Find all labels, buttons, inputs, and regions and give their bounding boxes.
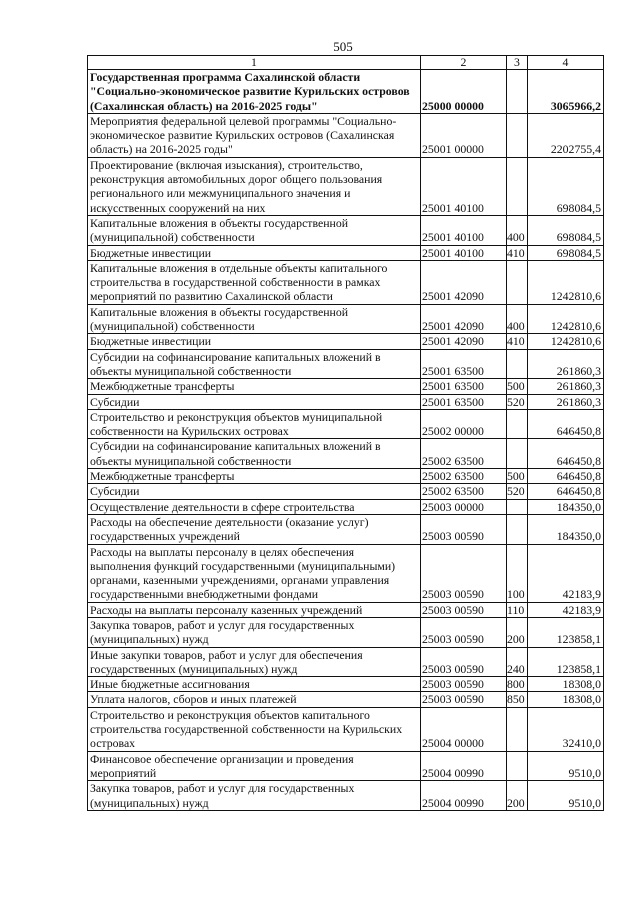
- row-expense-kind: 500: [507, 469, 528, 484]
- header-col-1: 1: [88, 56, 421, 70]
- row-name: Иные закупки товаров, работ и услуг для обеспечения государственных (муниципальных) нужд: [88, 647, 421, 677]
- row-code: 25003 00000: [421, 499, 507, 514]
- row-code: 25003 00590: [421, 602, 507, 617]
- row-name: Строительство и реконструкция объектов капитального строительства государственной собственности на Курильских островах: [88, 707, 421, 751]
- table-row: [88, 409, 604, 439]
- table-row: [88, 394, 604, 409]
- budget-table: [87, 55, 604, 811]
- row-amount: 1242810,6: [528, 334, 604, 349]
- row-expense-kind: [507, 751, 528, 781]
- row-amount: 261860,3: [528, 379, 604, 394]
- row-amount: 646450,8: [528, 469, 604, 484]
- row-amount: 123858,1: [528, 647, 604, 677]
- row-expense-kind: [507, 157, 528, 215]
- row-amount: 184350,0: [528, 514, 604, 544]
- row-code: 25003 00590: [421, 677, 507, 692]
- row-name: Субсидии: [88, 484, 421, 499]
- table-row: [88, 260, 604, 304]
- row-code: 25004 00990: [421, 781, 507, 811]
- row-code: 25001 42090: [421, 334, 507, 349]
- row-expense-kind: 240: [507, 647, 528, 677]
- row-code: 25004 00000: [421, 707, 507, 751]
- row-name: Закупка товаров, работ и услуг для государственных (муниципальных) нужд: [88, 781, 421, 811]
- row-amount: 646450,8: [528, 409, 604, 439]
- row-expense-kind: 400: [507, 304, 528, 334]
- row-code: 25003 00590: [421, 617, 507, 647]
- row-amount: 18308,0: [528, 692, 604, 707]
- row-code: 25002 63500: [421, 439, 507, 469]
- row-code: 25001 40100: [421, 157, 507, 215]
- row-name: Бюджетные инвестиции: [88, 334, 421, 349]
- budget-table-body: [88, 56, 604, 811]
- table-row: [88, 245, 604, 260]
- row-name: Межбюджетные трансферты: [88, 379, 421, 394]
- row-amount: 42183,9: [528, 602, 604, 617]
- row-amount: 261860,3: [528, 394, 604, 409]
- row-expense-kind: [507, 439, 528, 469]
- table-row: [88, 484, 604, 499]
- row-code: 25002 63500: [421, 484, 507, 499]
- row-name: Расходы на обеспечение деятельности (оказание услуг) государственных учреждений: [88, 514, 421, 544]
- row-name: Проектирование (включая изыскания), строительство, реконструкция автомобильных дорог общего пользования регионального или межмуниципального значения и искусственных сооружений на них: [88, 157, 421, 215]
- row-name: Бюджетные инвестиции: [88, 245, 421, 260]
- row-name: Расходы на выплаты персоналу казенных учреждений: [88, 602, 421, 617]
- row-code: 25000 00000: [421, 70, 507, 114]
- row-name: Мероприятия федеральной целевой программы "Социально-экономическое развитие Курильских островов (Сахалинская область) на 2016-2025 годы": [88, 113, 421, 157]
- table-row: [88, 469, 604, 484]
- page-number: 505: [333, 39, 353, 54]
- row-code: 25003 00590: [421, 514, 507, 544]
- row-amount: 698084,5: [528, 245, 604, 260]
- row-expense-kind: 200: [507, 617, 528, 647]
- table-row: [88, 781, 604, 811]
- row-name: Уплата налогов, сборов и иных платежей: [88, 692, 421, 707]
- table-row: [88, 602, 604, 617]
- table-row: [88, 647, 604, 677]
- row-expense-kind: 100: [507, 544, 528, 602]
- row-code: 25001 00000: [421, 113, 507, 157]
- row-expense-kind: [507, 514, 528, 544]
- row-name: Иные бюджетные ассигнования: [88, 677, 421, 692]
- row-amount: 698084,5: [528, 215, 604, 245]
- row-code: 25001 42090: [421, 304, 507, 334]
- table-header-row: [88, 56, 604, 70]
- row-amount: 123858,1: [528, 617, 604, 647]
- row-code: 25003 00590: [421, 544, 507, 602]
- row-expense-kind: 400: [507, 215, 528, 245]
- row-expense-kind: 520: [507, 484, 528, 499]
- row-expense-kind: 500: [507, 379, 528, 394]
- table-row: [88, 692, 604, 707]
- row-code: 25001 42090: [421, 260, 507, 304]
- row-name: Закупка товаров, работ и услуг для государственных (муниципальных) нужд: [88, 617, 421, 647]
- row-amount: 32410,0: [528, 707, 604, 751]
- row-name: Субсидии на софинансирование капитальных вложений в объекты муниципальной собственности: [88, 349, 421, 379]
- row-code: 25003 00590: [421, 647, 507, 677]
- row-expense-kind: 110: [507, 602, 528, 617]
- row-amount: 3065966,2: [528, 70, 604, 114]
- row-amount: 1242810,6: [528, 260, 604, 304]
- row-amount: 9510,0: [528, 751, 604, 781]
- row-expense-kind: [507, 70, 528, 114]
- row-name: Строительство и реконструкция объектов муниципальной собственности на Курильских островах: [88, 409, 421, 439]
- row-name: Капитальные вложения в объекты государственной (муниципальной) собственности: [88, 215, 421, 245]
- row-code: 25004 00990: [421, 751, 507, 781]
- table-row: [88, 157, 604, 215]
- row-expense-kind: [507, 113, 528, 157]
- row-code: 25003 00590: [421, 692, 507, 707]
- row-amount: 646450,8: [528, 439, 604, 469]
- table-row: [88, 70, 604, 114]
- row-name: Осуществление деятельности в сфере строительства: [88, 499, 421, 514]
- table-row: [88, 379, 604, 394]
- row-expense-kind: 410: [507, 245, 528, 260]
- header-col-2: 2: [421, 56, 507, 70]
- row-expense-kind: 850: [507, 692, 528, 707]
- row-name: Государственная программа Сахалинской области "Социально-экономическое развитие Курильских островов (Сахалинская область) на 2016-2025 годы": [88, 70, 421, 114]
- row-expense-kind: [507, 707, 528, 751]
- table-row: [88, 617, 604, 647]
- row-amount: 9510,0: [528, 781, 604, 811]
- row-code: 25001 63500: [421, 349, 507, 379]
- table-row: [88, 113, 604, 157]
- table-row: [88, 334, 604, 349]
- row-amount: 18308,0: [528, 677, 604, 692]
- row-amount: 184350,0: [528, 499, 604, 514]
- row-amount: 261860,3: [528, 349, 604, 379]
- table-row: [88, 677, 604, 692]
- row-name: Финансовое обеспечение организации и проведения мероприятий: [88, 751, 421, 781]
- row-expense-kind: 200: [507, 781, 528, 811]
- row-name: Субсидии: [88, 394, 421, 409]
- row-code: 25002 63500: [421, 469, 507, 484]
- row-name: Субсидии на софинансирование капитальных вложений в объекты муниципальной собственности: [88, 439, 421, 469]
- row-expense-kind: [507, 409, 528, 439]
- table-row: [88, 544, 604, 602]
- table-row: [88, 707, 604, 751]
- row-amount: 1242810,6: [528, 304, 604, 334]
- table-row: [88, 751, 604, 781]
- row-code: 25001 40100: [421, 245, 507, 260]
- table-row: [88, 304, 604, 334]
- row-expense-kind: [507, 349, 528, 379]
- row-expense-kind: [507, 499, 528, 514]
- table-row: [88, 215, 604, 245]
- table-row: [88, 514, 604, 544]
- table-row: [88, 439, 604, 469]
- row-name: Капитальные вложения в отдельные объекты капитального строительства в государственной собственности в рамках мероприятий по развитию Сахалинской области: [88, 260, 421, 304]
- row-amount: 42183,9: [528, 544, 604, 602]
- row-name: Капитальные вложения в объекты государственной (муниципальной) собственности: [88, 304, 421, 334]
- row-expense-kind: 520: [507, 394, 528, 409]
- row-amount: 646450,8: [528, 484, 604, 499]
- header-col-3: 3: [507, 56, 528, 70]
- row-expense-kind: 410: [507, 334, 528, 349]
- row-expense-kind: [507, 260, 528, 304]
- row-name: Межбюджетные трансферты: [88, 469, 421, 484]
- row-amount: 2202755,4: [528, 113, 604, 157]
- table-row: [88, 499, 604, 514]
- row-name: Расходы на выплаты персоналу в целях обеспечения выполнения функций государственными (муниципальными) органами, казенными учреждениями, органами управления государственными внебюджетными фондами: [88, 544, 421, 602]
- row-code: 25001 63500: [421, 394, 507, 409]
- row-code: 25001 63500: [421, 379, 507, 394]
- row-code: 25001 40100: [421, 215, 507, 245]
- row-expense-kind: 800: [507, 677, 528, 692]
- table-row: [88, 349, 604, 379]
- row-amount: 698084,5: [528, 157, 604, 215]
- header-col-4: 4: [528, 56, 604, 70]
- row-code: 25002 00000: [421, 409, 507, 439]
